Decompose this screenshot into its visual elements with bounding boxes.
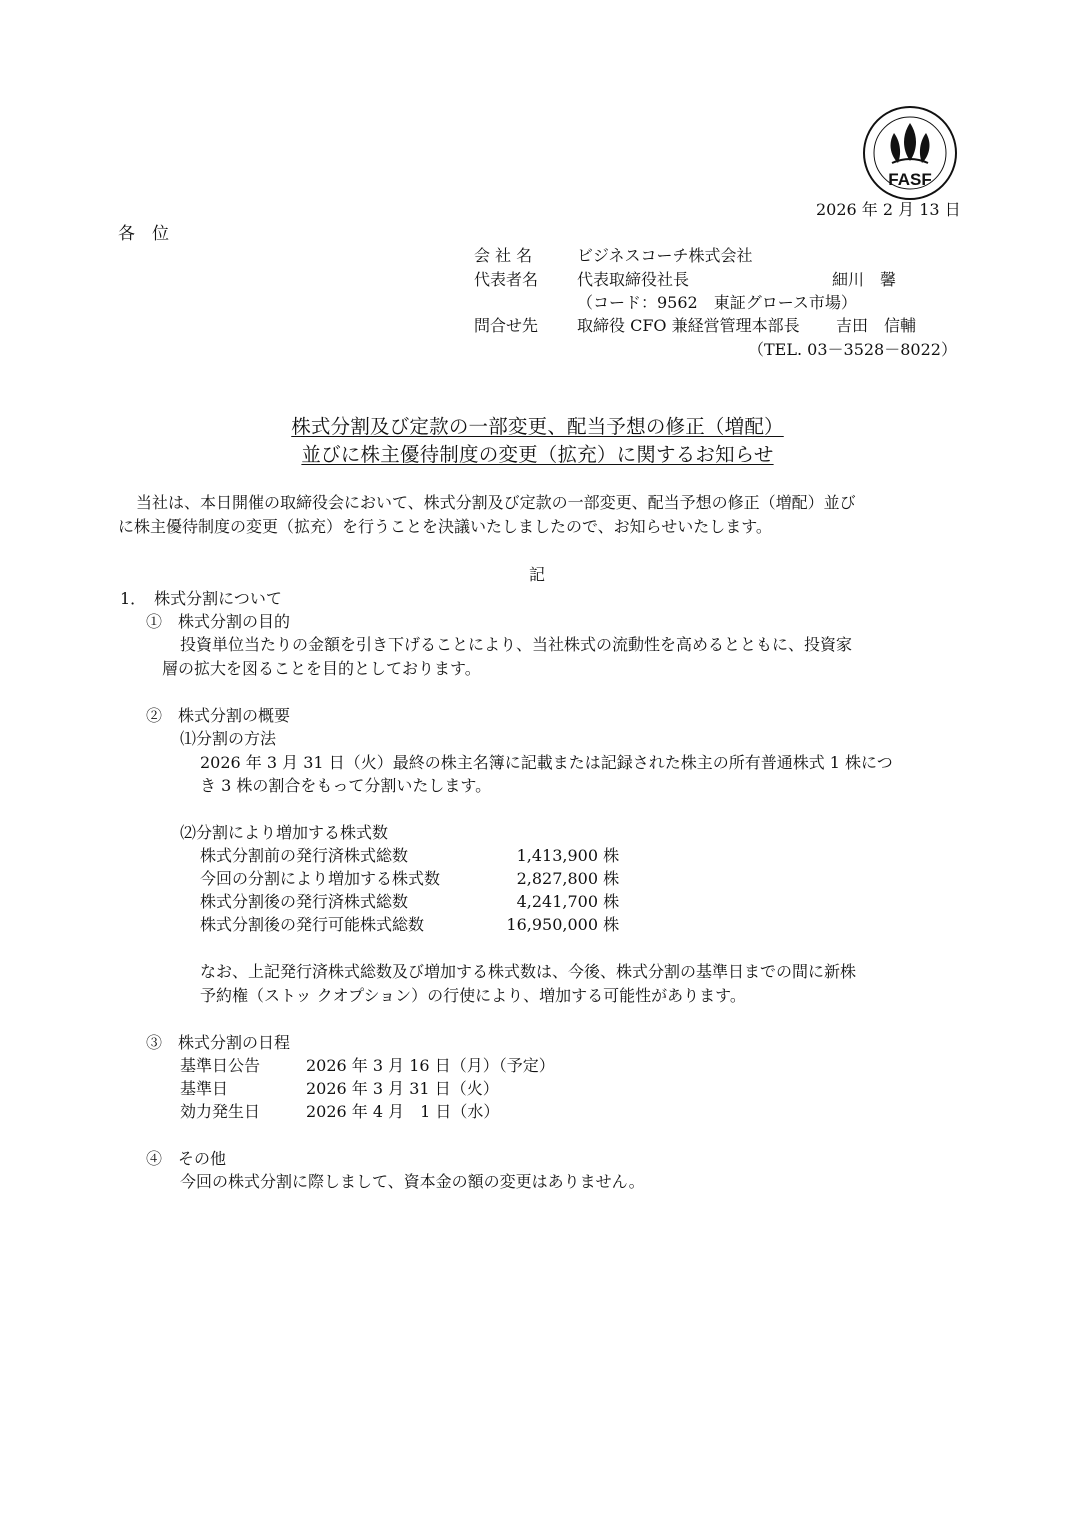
intro-line-1: 当社は、本日開催の取締役会において、株式分割及び定款の一部変更、配当予想の修正（増配）並び	[136, 493, 856, 512]
representative-title: 代表取締役社長	[577, 270, 690, 289]
shares-label: 株式分割前の発行済株式総数	[200, 846, 409, 865]
purpose-heading: ① 株式分割の目的	[146, 612, 291, 631]
shares-unit: 株	[603, 915, 620, 934]
schedule-label: 基準日公告	[180, 1056, 261, 1075]
schedule-heading: ③ 株式分割の日程	[146, 1033, 291, 1052]
other-line: 今回の株式分割に際しまして、資本金の額の変更はありません。	[180, 1172, 645, 1191]
shares-label: 今回の分割により増加する株式数	[200, 869, 441, 888]
shares-row	[200, 892, 619, 913]
other-heading: ④ その他	[146, 1149, 227, 1168]
shares-value: 16,950,000	[506, 915, 598, 934]
contact-title: 取締役 CFO 兼経営管理本部長	[577, 316, 800, 335]
shares-unit: 株	[603, 892, 620, 911]
note-line-1: なお、上記発行済株式総数及び増加する株式数は、今後、株式分割の基準日までの間に新株	[200, 962, 857, 981]
ki-label: 記	[529, 565, 546, 584]
schedule-label: 基準日	[180, 1079, 229, 1098]
company-name-label: 会 社 名	[474, 246, 533, 265]
shares-label: 株式分割後の発行可能株式総数	[200, 915, 425, 934]
contact-label: 問合せ先	[474, 316, 539, 335]
shares-value: 4,241,700	[516, 892, 598, 911]
shares-label: 株式分割後の発行済株式総数	[200, 892, 409, 911]
title-line-2: 並びに株主優待制度の変更（拡充）に関するお知らせ	[301, 443, 774, 466]
representative-label: 代表者名	[474, 270, 539, 289]
method-line-1: 2026 年 3 月 31 日（火）最終の株主名簿に記載または記録された株主の所有普通株式 1 株につ	[200, 753, 893, 772]
schedule-row	[180, 1102, 499, 1123]
note-line-2: 予約権（ストッ クオプション）の行使により、増加する可能性があります。	[200, 986, 746, 1005]
title-line-1: 株式分割及び定款の一部変更、配当予想の修正（増配）	[291, 415, 784, 438]
shares-value: 1,413,900	[516, 846, 598, 865]
purpose-line-2: 層の拡大を図ることを目的としております。	[162, 659, 481, 678]
company-name: ビジネスコーチ株式会社	[577, 246, 753, 265]
increase-heading: ⑵分割により増加する株式数	[180, 823, 389, 842]
shares-value: 2,827,800	[516, 869, 598, 888]
addressee: 各 位	[118, 224, 169, 244]
overview-heading: ② 株式分割の概要	[146, 706, 291, 725]
representative-name: 細川 馨	[832, 270, 897, 289]
logo-text: FASF	[888, 170, 932, 189]
schedule-date: 2026 年 3 月 31 日（火）	[306, 1079, 499, 1098]
section-heading: 1． 株式分割について	[120, 589, 282, 608]
intro-line-2: に株主優待制度の変更（拡充）を行うことを決議いたしましたので、お知らせいたします。	[118, 517, 772, 536]
fasf-logo	[862, 105, 958, 201]
method-heading: ⑴分割の方法	[180, 729, 277, 748]
company-code: （コード：9562 東証グロース市場）	[577, 293, 857, 312]
schedule-date: 2026 年 4 月 1 日（水）	[306, 1102, 500, 1121]
shares-unit: 株	[603, 846, 620, 865]
schedule-label: 効力発生日	[180, 1102, 261, 1121]
method-line-2: き 3 株の割合をもって分割いたします。	[200, 776, 492, 795]
contact-tel: （TEL. 03－3528－8022）	[748, 340, 957, 359]
shares-row	[200, 915, 619, 936]
schedule-row	[180, 1079, 499, 1100]
contact-name: 吉田 信輔	[836, 316, 917, 335]
schedule-date: 2026 年 3 月 16 日（月）（予定）	[306, 1056, 555, 1075]
shares-unit: 株	[603, 869, 620, 888]
purpose-line-1: 投資単位当たりの金額を引き下げることにより、当社株式の流動性を高めるとともに、投資家	[180, 635, 853, 654]
schedule-row	[180, 1056, 555, 1077]
shares-row	[200, 869, 619, 890]
document-date: 2026 年 2 月 13 日	[816, 200, 961, 219]
shares-row	[200, 846, 619, 867]
